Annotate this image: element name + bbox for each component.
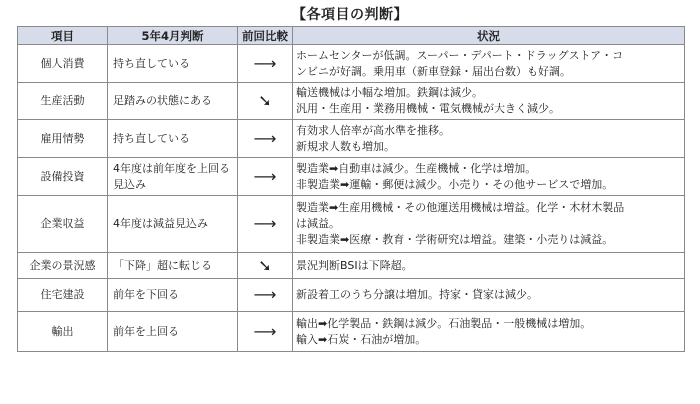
row-judgment [108,312,238,352]
header-item: 項目 [18,27,108,45]
row-item: 雇用情勢 [18,120,108,158]
status-line: 製造業➡生産用機械・その他運送用機械は増益。化学・木材木製品 [296,201,625,214]
header-judgment: 5年4月判断 [108,27,238,45]
row-judgment [108,45,238,83]
row-status [293,312,685,352]
status-line: 非製造業➡医療・教育・学術研究は増益。建築・小売りは減益。 [296,233,614,246]
row-item: 設備投資 [18,158,108,196]
status-line: 景況判断BSIは下降超。 [296,258,413,272]
row-comparison-arrow-icon: ⟶ [238,120,293,158]
table-row [18,83,685,120]
table-title: 【各項目の判断】 [292,7,408,23]
row-comparison-arrow-icon: ⟶ [238,312,293,352]
row-judgment [108,196,238,253]
row-judgment [108,120,238,158]
status-line: 汎用・生産用・業務用機械・電気機械が大きく減少。 [296,102,560,115]
row-comparison-arrow-icon: ⟶ [238,45,293,83]
row-judgment [108,253,238,279]
row-item: 企業の景況感 [18,253,108,279]
table-row [18,158,685,196]
status-line: 輸送機械は小幅な増加。鉄鋼は減少。 [296,86,483,99]
row-judgment-text: 4年度は減益見込み [113,217,208,230]
row-status [293,253,685,279]
row-judgment [108,158,238,196]
status-line: 新規求人数も増加。 [296,139,395,153]
row-judgment [108,83,238,120]
row-comparison-arrow-icon: ⟶ [238,158,293,196]
row-judgment-text: 持ち直している [113,131,190,145]
header-status: 状況 [293,27,685,45]
table-row [18,120,685,158]
row-item: 個人消費 [18,45,108,83]
status-line: は減益。 [296,217,340,230]
status-line: 有効求人倍率が高水準を推移。 [296,123,450,137]
row-judgment-text: 4年度は前年度を上回る見込み [113,161,230,191]
table-row [18,45,685,83]
row-comparison-arrow-icon: ➘ [238,83,293,120]
header-comparison: 前回比較 [238,27,293,45]
row-comparison-arrow-icon: ⟶ [238,196,293,253]
row-item: 企業収益 [18,196,108,253]
judgment-table [17,26,685,352]
row-judgment-text: 前年を上回る [113,324,179,338]
status-line: 非製造業➡運輸・郵便は減少。小売り・その他サービスで増加。 [296,177,614,191]
row-item: 住宅建設 [18,279,108,312]
row-status [293,196,685,253]
row-status [293,279,685,312]
header-row [18,27,685,45]
row-judgment-text: 持ち直している [113,56,190,70]
row-comparison-arrow-icon: ➘ [238,253,293,279]
row-judgment-text: 足踏みの状態にある [113,94,212,107]
status-line: 輸入➡石炭・石油が増加。 [296,332,427,346]
status-line: ンビニが好調。乗用車（新車登録・届出台数）も好調。 [296,64,571,78]
table-body [18,45,685,352]
status-line: 製造業➡自動車は減少。生産機械・化学は増加。 [296,161,537,175]
row-judgment [108,279,238,312]
row-status [293,120,685,158]
row-judgment-text: 前年を下回る [113,288,179,301]
table-row [18,253,685,279]
row-item: 輸出 [18,312,108,352]
row-status [293,45,685,83]
table-row [18,279,685,312]
row-judgment-text: 「下降」超に転じる [113,258,212,272]
row-status [293,158,685,196]
row-comparison-arrow-icon: ⟶ [238,279,293,312]
status-line: 輸出➡化学製品・鉄鋼は減少。石油製品・一般機械は増加。 [296,316,592,330]
row-status [293,83,685,120]
table-row [18,312,685,352]
table-row [18,196,685,253]
row-item: 生産活動 [18,83,108,120]
status-line: 新設着工のうち分譲は増加。持家・貸家は減少。 [296,288,538,301]
status-line: ホームセンターが低調。スーパー・デパート・ドラッグストア・コ [296,48,624,62]
